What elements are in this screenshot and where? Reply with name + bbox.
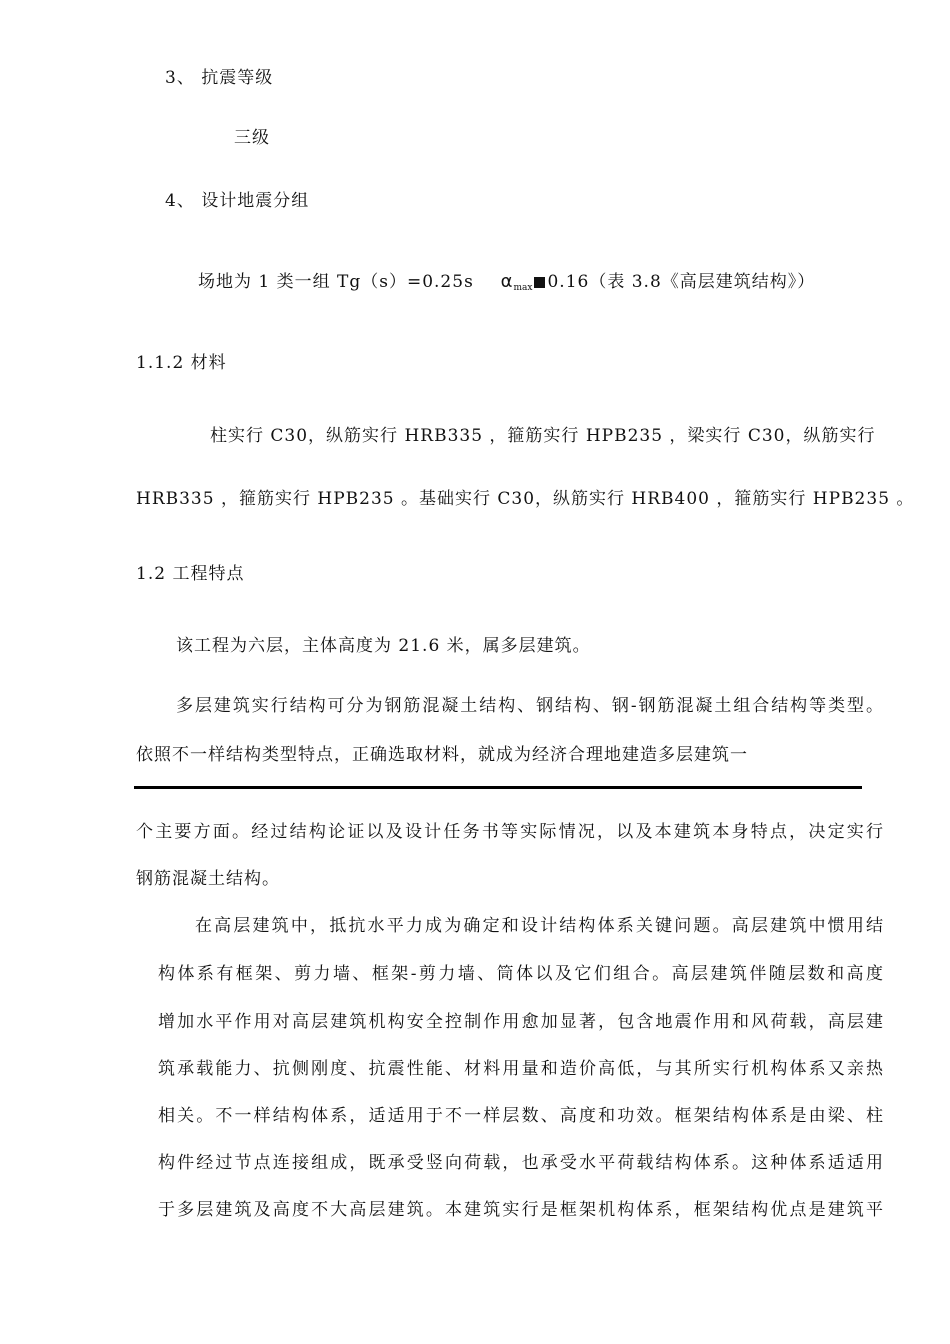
materials-line-2: HRB335 ，箍筋实行 HPB235 。基础实行 C30，纵筋实行 HRB400 ，箍筋实行 HPB235 。 [136, 489, 915, 509]
features-paragraph-1: 该工程为六层，主体高度为 21.6 米，属多层建筑。 [176, 636, 591, 656]
continued-line-2: 钢筋混凝土结构。 [136, 869, 280, 889]
alpha-max-subscript: max [513, 283, 533, 293]
highrise-line-1: 在高层建筑中，抵抗水平力成为确定和设计结构体系关键问题。高层建筑中惯用结 [195, 916, 884, 936]
item-3-heading: 3、 抗震等级 [165, 68, 274, 88]
item-3-value: 三级 [234, 128, 270, 148]
materials-line-1: 柱实行 C30，纵筋实行 HRB335 ，箍筋实行 HPB235 ，梁实行 C30，纵筋实行 [210, 426, 876, 446]
highrise-line-2: 构体系有框架、剪力墙、框架-剪力墙、筒体以及它们组合。高层建筑伴随层数和高度 [158, 964, 884, 984]
highrise-line-6: 构件经过节点连接组成，既承受竖向荷载，也承受水平荷载结构体系。这种体系适适用 [158, 1153, 884, 1173]
page-break-rule [134, 786, 862, 789]
features-paragraph-2-line-1: 多层建筑实行结构可分为钢筋混凝土结构、钢结构、钢-钢筋混凝土组合结构等类型。 [176, 696, 884, 716]
item-4-heading: 4、 设计地震分组 [165, 191, 310, 211]
site-class-suffix: 0.16（表 3.8《高层建筑结构》） [547, 272, 816, 292]
features-paragraph-2-line-2: 依照不一样结构类型特点，正确选取材料，就成为经济合理地建造多层建筑一 [136, 745, 748, 765]
site-class-line [198, 270, 815, 300]
features-heading: 1.2 工程特点 [136, 564, 245, 584]
alpha-max-symbol: α [500, 271, 514, 292]
highrise-line-5: 相关。不一样结构体系，适适用于不一样层数、高度和功效。框架结构体系是由梁、柱 [158, 1106, 884, 1126]
highrise-line-3: 增加水平作用对高层建筑机构安全控制作用愈加显著，包含地震作用和风荷载，高层建 [158, 1012, 884, 1032]
highrise-line-4: 筑承载能力、抗侧刚度、抗震性能、材料用量和造价高低，与其所实行机构体系又亲热 [158, 1059, 884, 1079]
materials-heading: 1.1.2 材料 [136, 353, 227, 373]
equals-glyph-icon [534, 277, 545, 288]
site-class-prefix: 场地为 1 类一组 Tg（s）=0.25s [198, 272, 474, 292]
continued-line-1: 个主要方面。经过结构论证以及设计任务书等实际情况，以及本建筑本身特点，决定实行 [136, 822, 884, 842]
highrise-line-7: 于多层建筑及高度不大高层建筑。本建筑实行是框架机构体系，框架结构优点是建筑平 [158, 1200, 884, 1220]
